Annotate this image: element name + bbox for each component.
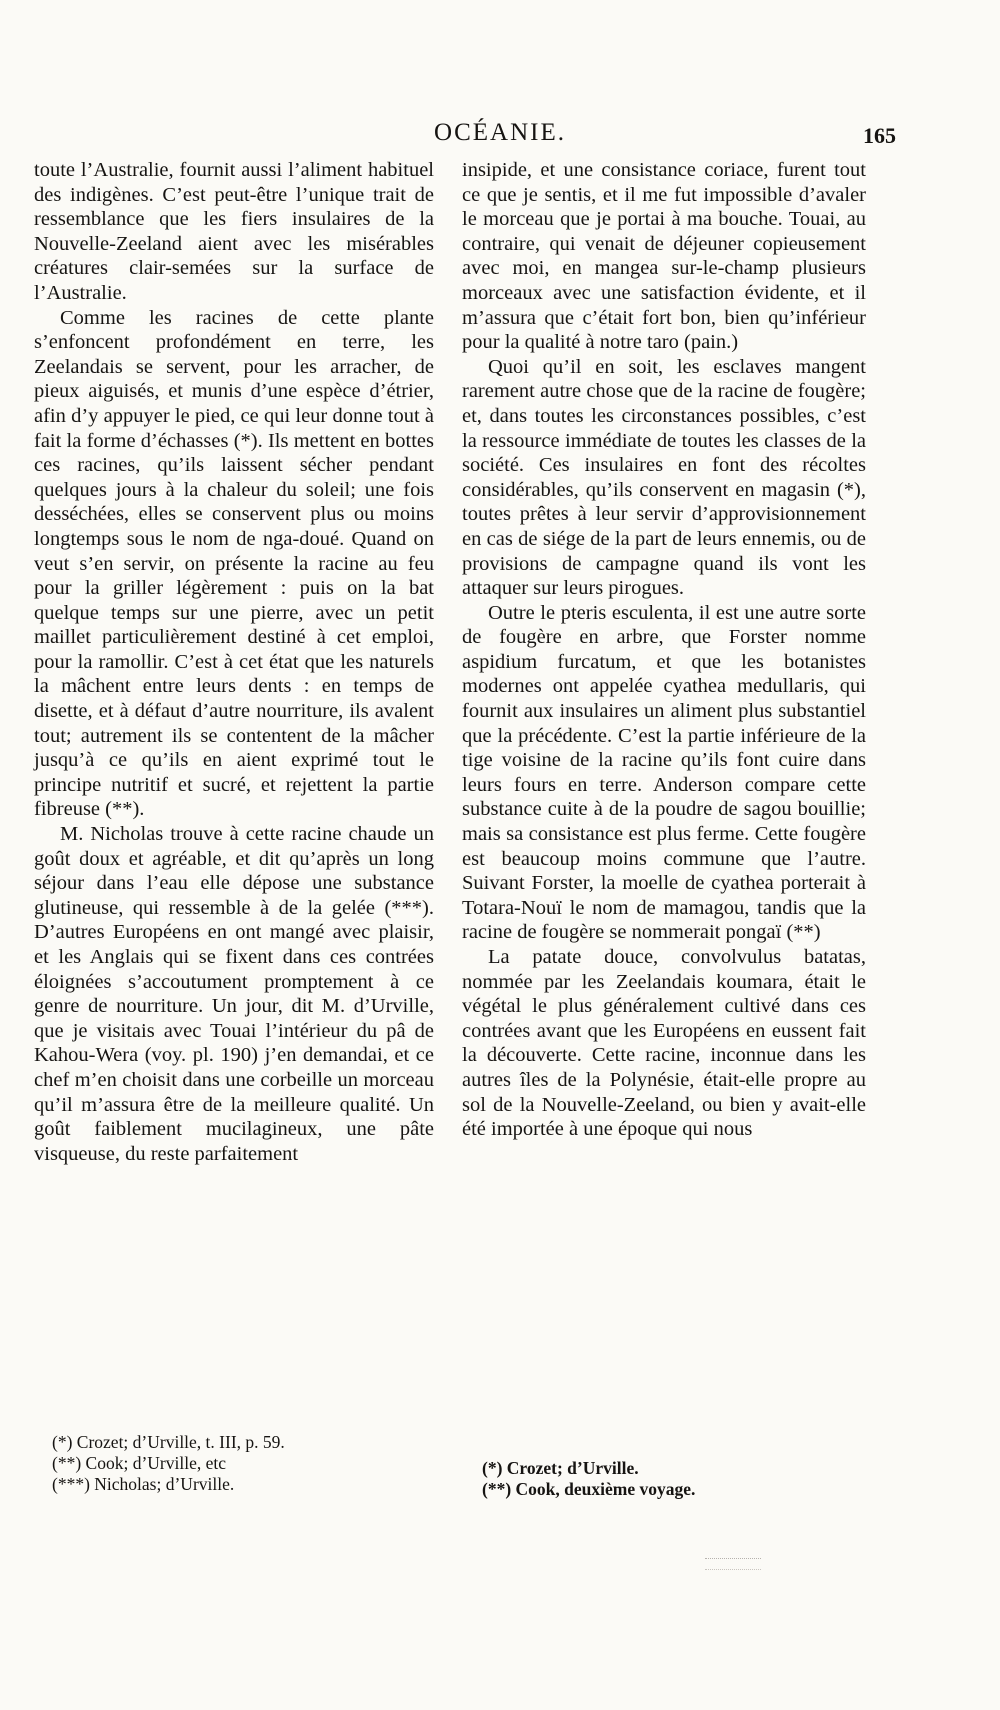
left-paragraph-2: Comme les racines de cette plante s’enfoncent profondément en terre, les Zeelandais se servent, pour les arracher, de pieux aiguisés, et munis d’une espèce d’étrier, afin d’y appuyer le pied, ce qui leur donne tout à fait la forme d’échasses (*). Ils mettent en bottes ces racines, qu’ils laissent sécher pendant quelques jours à la chaleur du soleil; une fois desséchées, elles se conservent plus ou moins longtemps sous le nom de nga-doué. Quand on veut s’en servir, on présente la racine au feu pour la griller légèrement : puis on la bat quelque temps sur une pierre, avec un petit maillet particulièrement destiné à cet emploi, pour la ramollir. C’est à cet état que les naturels la mâchent entre leurs dents : en temps de disette, et à défaut d’autre nourriture, ils avalent tout; autrement ils se contentent de la mâcher jusqu’à ce qu’ils en aient exprimé tout le principe nutritif et sucré, et rejettent la partie fibreuse (**). [34,306,434,821]
print-speck [705,1558,761,1570]
left-paragraph-3: M. Nicholas trouve à cette racine chaude un goût doux et agréable, et dit qu’après un long séjour dans l’eau elle dépose une substance glutineuse, qui ressemble à de la gelée (***). D’autres Européens en ont mangé avec plaisir, et les Anglais qui se fixent dans ces contrées éloignées s’accoutument promptement à ce genre de nourriture. Un jour, dit M. d’Urville, que je visitais avec Touai l’intérieur du pâ de Kahou-Wera (voy. pl. 190) j’en demandai, et ce chef m’en choisit dans une corbeille un morceau qu’il m’assura être de la meilleure qualité. Un goût faiblement mucilagineux, une pâte visqueuse, du reste parfaitement [34,823,434,1165]
footnote: (*) Crozet; d’Urville. [482,1458,639,1478]
right-paragraph-4: La patate douce, convolvulus batatas, nommée par les Zeelandais koumara, était le végétal le plus généralement cultivé dans ces contrées avant que les Européens en eussent fait la découverte. Cette racine, inconnue dans les autres îles de la Polynésie, était-elle propre au sol de la Nouvelle-Zeeland, ou bien y avait-elle été importée à une époque qui nous [462,946,866,1141]
footnote: (**) Cook, deuxième voyage. [482,1479,696,1499]
left-paragraph-1: toute l’Australie, fournit aussi l’aliment habituel des indigènes. C’est peut-être l’unique trait de ressemblance que les fiers insulaires de la Nouvelle-Zeeland aient avec les misérables créatures clair-semées sur la surface de l’Australie. [34,159,434,304]
right-footnotes [482,1458,842,1500]
right-paragraph-2: Quoi qu’il en soit, les esclaves mangent rarement autre chose que de la racine de fougère; et, dans toutes les circonstances possibles, c’est la ressource immédiate de toutes les classes de la société. Ces insulaires en font des récoltes considérables, qu’ils conservent en magasin (*), toutes prêtes à leur servir d’approvisionnement en cas de siége de la part de leurs ennemis, ou de provisions de campagne quand ils vont les attaquer sur leurs pirogues. [462,355,866,600]
right-column [462,158,866,1142]
page-number: 165 [863,123,896,148]
right-paragraph-1: insipide, et une consistance coriace, furent tout ce que je sentis, et il me fut impossible d’avaler le morceau que je portai à ma bouche. Touai, au contraire, qui venait de déjeuner copieusement avec moi, en mangea sur-le-champ plusieurs morceaux avec une satisfaction évidente, et il m’assura que c’était fort bon, bien qu’inférieur pour la qualité à notre taro (pain.) [462,159,866,354]
footnote: (***) Nicholas; d’Urville. [52,1474,235,1494]
footnote: (*) Crozet; d’Urville, t. III, p. 59. [52,1432,285,1452]
left-column [34,158,434,1166]
left-footnotes [52,1432,412,1495]
right-paragraph-3: Outre le pteris esculenta, il est une autre sorte de fougère en arbre, que Forster nomme aspidium furcatum, et que les botanistes modernes ont appelée cyathea medullaris, qui fournit aux insulaires un aliment plus substantiel que la précédente. C’est la partie inférieure de la tige voisine de la racine qu’ils font cuire dans leurs fours en terre. Anderson compare cette substance cuite à de la poudre de sagou bouillie; mais sa consistance est plus ferme. Cette fougère est beaucoup moins commune que l’autre. Suivant Forster, la moelle de cyathea porterait à Totara-Nouï le nom de mamagou, tandis que la racine de fougère se nommerait pongaï (**) [462,601,866,944]
running-header: OCÉANIE. [434,119,566,146]
footnote: (**) Cook; d’Urville, etc [52,1453,226,1473]
